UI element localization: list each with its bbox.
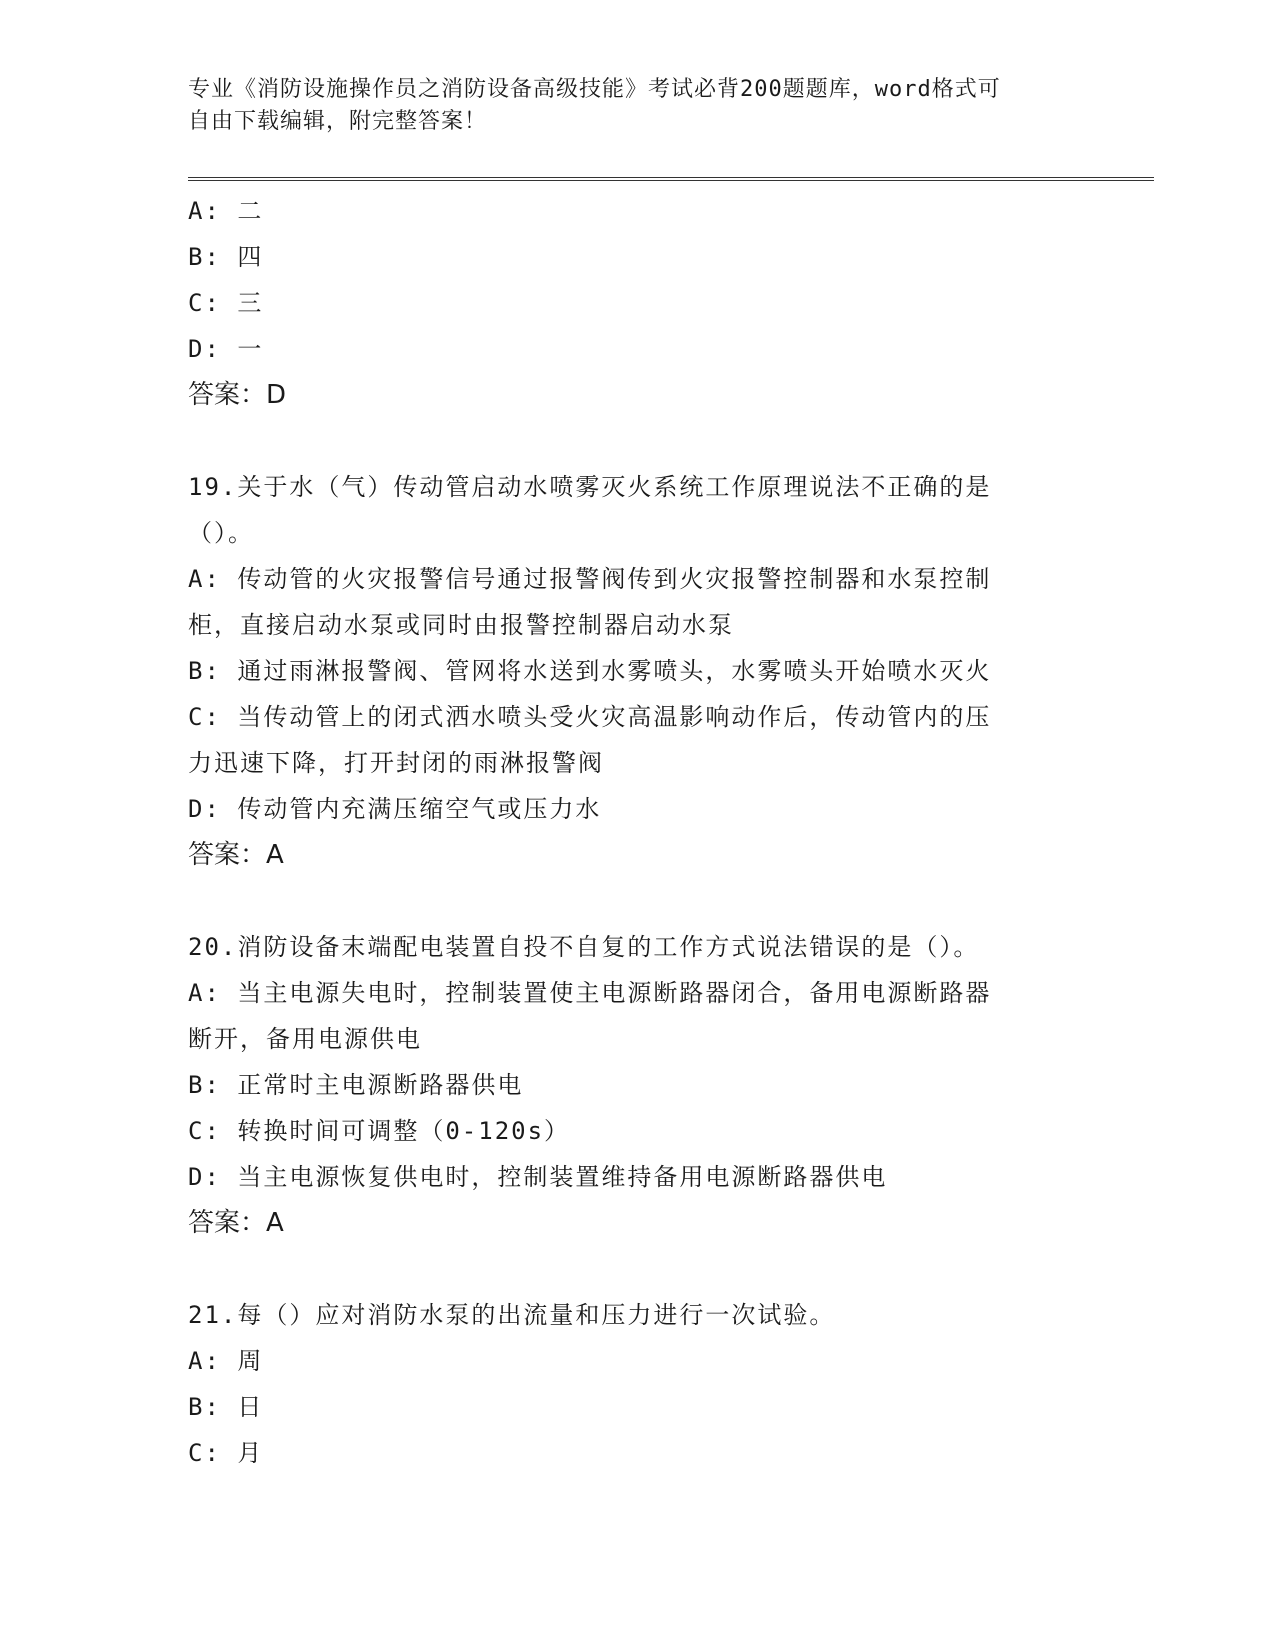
header-divider [188, 177, 1154, 181]
question-19 [188, 464, 1088, 878]
question-list [188, 188, 1088, 1476]
option-a: A: 周 [188, 1347, 264, 1375]
option-b: B: 正常时主电源断路器供电 [188, 1071, 524, 1099]
spacer [188, 418, 1088, 464]
option-b: B: 日 [188, 1393, 264, 1421]
option-a-cont: 断开，备用电源供电 [188, 1025, 422, 1053]
option-d: D: 当主电源恢复供电时，控制装置维持备用电源断路器供电 [188, 1163, 888, 1191]
option-c: C: 三 [188, 289, 264, 317]
answer: 答案：D [188, 380, 287, 410]
question-stem: 19.关于水（气）传动管启动水喷雾灭火系统工作原理说法不正确的是 [188, 473, 992, 501]
question-21 [188, 1292, 1088, 1476]
option-b: B: 通过雨淋报警阀、管网将水送到水雾喷头，水雾喷头开始喷水灭火 [188, 657, 992, 685]
answer: 答案：A [188, 840, 284, 870]
option-a-cont: 柜，直接启动水泵或同时由报警控制器启动水泵 [188, 611, 734, 639]
option-b: B: 四 [188, 243, 264, 271]
spacer [188, 878, 1088, 924]
option-a: A: 传动管的火灾报警信号通过报警阀传到火灾报警控制器和水泵控制 [188, 565, 992, 593]
option-d: D: 一 [188, 335, 264, 363]
page-header [188, 74, 1068, 138]
option-d: D: 传动管内充满压缩空气或压力水 [188, 795, 602, 823]
header-line-1: 专业《消防设施操作员之消防设备高级技能》考试必背200题题库，word格式可 [188, 77, 1001, 102]
question-20 [188, 924, 1088, 1246]
header-line-2: 自由下载编辑，附完整答案！ [188, 109, 488, 134]
option-c: C: 当传动管上的闭式洒水喷头受火灾高温影响动作后，传动管内的压 [188, 703, 992, 731]
question-stem: 20.消防设备末端配电装置自投不自复的工作方式说法错误的是（）。 [188, 933, 980, 961]
option-c: C: 月 [188, 1439, 264, 1467]
spacer [188, 1246, 1088, 1292]
question-stem: 21.每（）应对消防水泵的出流量和压力进行一次试验。 [188, 1301, 836, 1329]
question-18 [188, 188, 1088, 418]
answer: 答案：A [188, 1208, 284, 1238]
option-c: C: 转换时间可调整（0-120s） [188, 1117, 571, 1145]
option-c-cont: 力迅速下降，打开封闭的雨淋报警阀 [188, 749, 604, 777]
option-a: A: 二 [188, 197, 264, 225]
option-a: A: 当主电源失电时，控制装置使主电源断路器闭合，备用电源断路器 [188, 979, 992, 1007]
question-stem-cont: （）。 [188, 519, 254, 547]
